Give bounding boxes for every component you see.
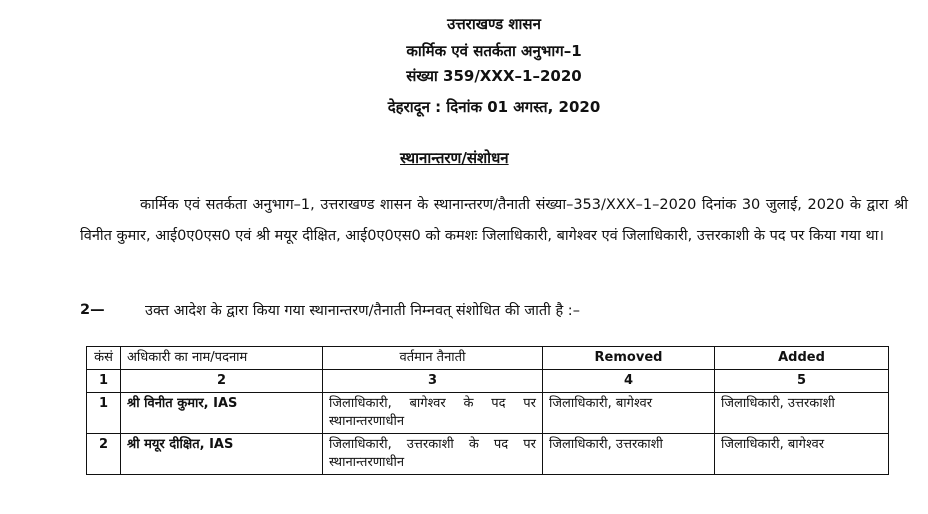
place-date: देहरादून : दिनांक 01 अगस्त, 2020 <box>387 98 601 116</box>
serial-number: 1 <box>87 393 121 434</box>
current-posting: जिलाधिकारी, बागेश्वर के पद पर स्थानान्तरणाधीन <box>323 393 543 434</box>
paragraph-text: कार्मिक एवं सतर्कता अनुभाग–1, उत्तराखण्ड शासन के स्थानान्तरण/तैनाती संख्या–353/XXX–1–2020 दिनांक 30 जुलाई, 2020 के द्वारा श्री विनीत कुमार, आई0ए0एस0 एवं श्री मयूर दीक्षित, आई0ए0एस0 को कमशः जिलाधिकारी, बागेश्वर एवं जिलाधिकारी, उत्तरकाशी के पद पर किया गया था। <box>80 197 908 244</box>
column-header: Removed <box>543 347 715 370</box>
column-number-row <box>87 370 889 393</box>
column-number: 1 <box>87 370 121 393</box>
point-number: 2— <box>80 302 105 318</box>
order-number: संख्या 359/XXX–1–2020 <box>406 67 582 85</box>
column-number: 4 <box>543 370 715 393</box>
removed-posting: जिलाधिकारी, बागेश्वर <box>543 393 715 434</box>
column-number: 3 <box>323 370 543 393</box>
added-posting: जिलाधिकारी, उत्तरकाशी <box>715 393 889 434</box>
removed-posting: जिलाधिकारी, उत्तरकाशी <box>543 434 715 475</box>
serial-number: 2 <box>87 434 121 475</box>
section-title: कार्मिक एवं सतर्कता अनुभाग–1 <box>406 42 582 60</box>
point-text: उक्त आदेश के द्वारा किया गया स्थानान्तरण/तैनाती निम्नवत् संशोधित की जाती है :– <box>145 303 580 319</box>
subject-heading: स्थानान्तरण/संशोधन <box>400 149 509 167</box>
officer-name: श्री विनीत कुमार, IAS <box>121 393 323 434</box>
table-row <box>87 434 889 475</box>
body-paragraph <box>80 190 908 252</box>
current-posting: जिलाधिकारी, उत्तरकाशी के पद पर स्थानान्तरणाधीन <box>323 434 543 475</box>
table-header-row <box>87 347 889 370</box>
column-header: वर्तमान तैनाती <box>323 347 543 370</box>
column-header: अधिकारी का नाम/पदनाम <box>121 347 323 370</box>
column-header: कंसं <box>87 347 121 370</box>
column-header: Added <box>715 347 889 370</box>
column-number: 2 <box>121 370 323 393</box>
column-number: 5 <box>715 370 889 393</box>
officer-name: श्री मयूर दीक्षित, IAS <box>121 434 323 475</box>
transfer-table <box>86 346 889 475</box>
table-row <box>87 393 889 434</box>
department-title: उत्तराखण्ड शासन <box>447 15 541 33</box>
added-posting: जिलाधिकारी, बागेश्वर <box>715 434 889 475</box>
